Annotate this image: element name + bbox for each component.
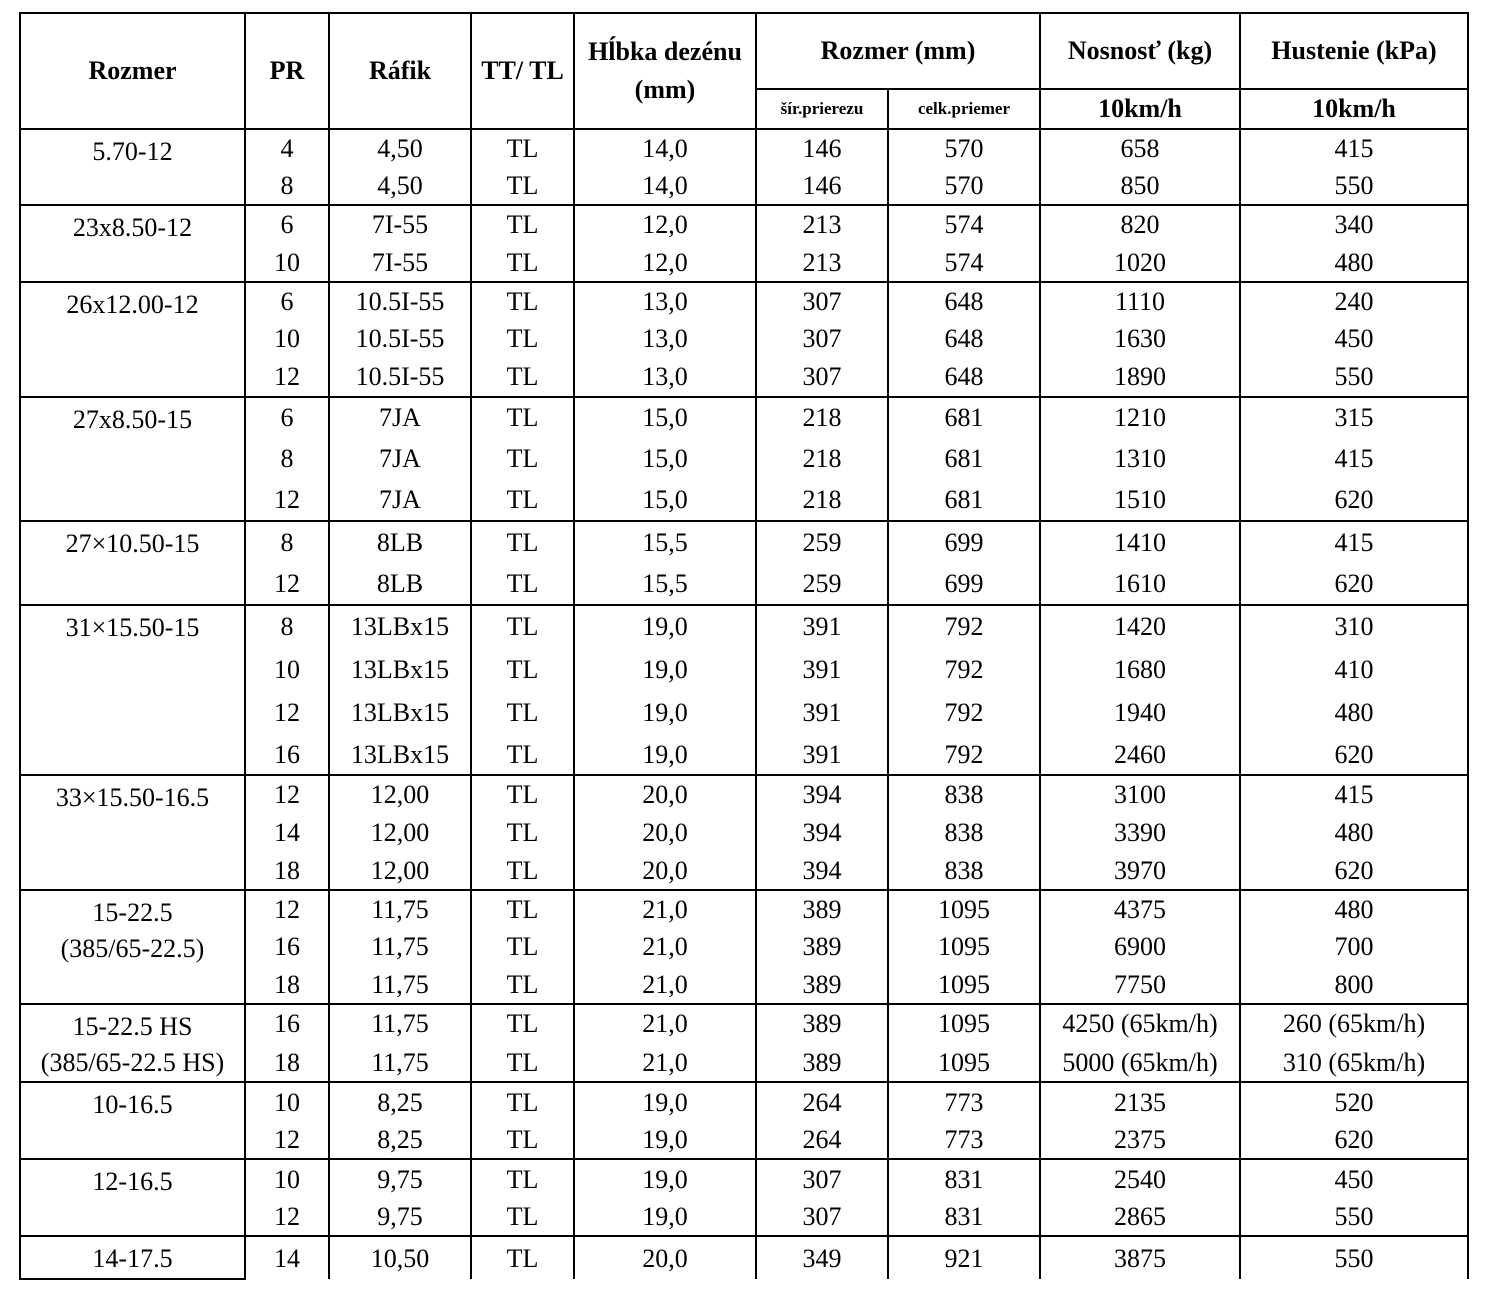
hustenie-cell: 520 xyxy=(1240,1082,1468,1121)
sirka-cell: 391 xyxy=(756,735,888,775)
hustenie-cell: 620 xyxy=(1240,735,1468,775)
pr-cell: 12 xyxy=(245,479,329,521)
hlbka-cell: 15,5 xyxy=(574,563,756,605)
nosnost-cell: 1310 xyxy=(1040,438,1240,479)
hlbka-cell: 19,0 xyxy=(574,1198,756,1236)
header-rozmer: Rozmer xyxy=(20,13,245,129)
tt-tl-cell: TL xyxy=(471,1004,574,1043)
pr-cell: 12 xyxy=(245,691,329,735)
size-label: 33×15.50-16.5 xyxy=(55,782,210,812)
hustenie-cell: 310 xyxy=(1240,605,1468,648)
pr-cell: 4 xyxy=(245,129,329,167)
sirka-cell: 264 xyxy=(756,1121,888,1159)
size-cell xyxy=(20,129,245,205)
pr-cell: 14 xyxy=(245,814,329,852)
nosnost-cell: 2540 xyxy=(1040,1159,1240,1198)
priemer-cell: 1095 xyxy=(888,928,1040,966)
pr-cell: 12 xyxy=(245,358,329,397)
priemer-cell: 838 xyxy=(888,852,1040,890)
header-hlbka-line1: Hĺbka dezénu xyxy=(588,37,742,67)
hlbka-cell: 12,0 xyxy=(574,205,756,244)
priemer-cell: 838 xyxy=(888,775,1040,814)
header-celk-priemer: celk.priemer xyxy=(888,89,1040,129)
hlbka-cell: 20,0 xyxy=(574,1236,756,1278)
priemer-cell: 648 xyxy=(888,320,1040,358)
hlbka-cell: 19,0 xyxy=(574,691,756,735)
tt-tl-cell: TL xyxy=(471,397,574,438)
size-cell xyxy=(20,282,245,397)
hustenie-cell: 550 xyxy=(1240,358,1468,397)
header-rozmer-mm: Rozmer (mm) xyxy=(756,13,1040,89)
hustenie-cell: 415 xyxy=(1240,438,1468,479)
nosnost-cell: 850 xyxy=(1040,167,1240,205)
hlbka-cell: 19,0 xyxy=(574,648,756,691)
pr-cell: 10 xyxy=(245,320,329,358)
hlbka-cell: 21,0 xyxy=(574,1043,756,1082)
priemer-cell: 831 xyxy=(888,1159,1040,1198)
nosnost-cell: 4250 (65km/h) xyxy=(1040,1004,1240,1043)
rafik-cell: 13LBx15 xyxy=(329,648,471,691)
priemer-cell: 681 xyxy=(888,438,1040,479)
rafik-cell: 12,00 xyxy=(329,814,471,852)
priemer-cell: 574 xyxy=(888,244,1040,282)
sirka-cell: 391 xyxy=(756,648,888,691)
size-cell xyxy=(20,605,245,775)
tt-tl-cell: TL xyxy=(471,648,574,691)
size-label: 26x12.00-12 xyxy=(66,289,199,319)
hlbka-cell: 15,0 xyxy=(574,397,756,438)
nosnost-cell: 4375 xyxy=(1040,890,1240,928)
hlbka-cell: 20,0 xyxy=(574,775,756,814)
sirka-cell: 389 xyxy=(756,1043,888,1082)
hlbka-cell: 15,0 xyxy=(574,438,756,479)
pr-cell: 18 xyxy=(245,1043,329,1082)
pr-cell: 8 xyxy=(245,521,329,563)
nosnost-cell: 2460 xyxy=(1040,735,1240,775)
hustenie-cell: 240 xyxy=(1240,282,1468,320)
nosnost-cell: 1410 xyxy=(1040,521,1240,563)
priemer-cell: 921 xyxy=(888,1236,1040,1278)
pr-cell: 10 xyxy=(245,1082,329,1121)
hlbka-cell: 19,0 xyxy=(574,1159,756,1198)
rafik-cell: 11,75 xyxy=(329,890,471,928)
hlbka-cell: 15,0 xyxy=(574,479,756,521)
hlbka-cell: 21,0 xyxy=(574,1004,756,1043)
sirka-cell: 349 xyxy=(756,1236,888,1278)
size-cell xyxy=(20,1159,245,1236)
table-row xyxy=(20,890,1468,928)
size-label: 23x8.50-12 xyxy=(72,212,193,242)
nosnost-cell: 1110 xyxy=(1040,282,1240,320)
priemer-cell: 570 xyxy=(888,167,1040,205)
pr-cell: 6 xyxy=(245,282,329,320)
hustenie-cell: 480 xyxy=(1240,890,1468,928)
size-cell xyxy=(20,890,245,1004)
table-row xyxy=(20,1082,1468,1121)
pr-cell: 18 xyxy=(245,966,329,1004)
priemer-cell: 792 xyxy=(888,605,1040,648)
hlbka-cell: 19,0 xyxy=(574,735,756,775)
hlbka-cell: 13,0 xyxy=(574,320,756,358)
sirka-cell: 389 xyxy=(756,966,888,1004)
rafik-cell: 12,00 xyxy=(329,852,471,890)
rafik-cell: 4,50 xyxy=(329,129,471,167)
rafik-cell: 9,75 xyxy=(329,1159,471,1198)
table-row xyxy=(20,1159,1468,1198)
header-nosnost-speed: 10km/h xyxy=(1040,89,1240,129)
priemer-cell: 699 xyxy=(888,521,1040,563)
header-hustenie: Hustenie (kPa) xyxy=(1240,13,1468,89)
size-label: 15-22.5 HS xyxy=(72,1011,193,1041)
hustenie-cell: 550 xyxy=(1240,1236,1468,1278)
sirka-cell: 394 xyxy=(756,775,888,814)
priemer-cell: 773 xyxy=(888,1121,1040,1159)
nosnost-cell: 1020 xyxy=(1040,244,1240,282)
size-cell xyxy=(20,1082,245,1159)
hustenie-cell: 700 xyxy=(1240,928,1468,966)
hlbka-cell: 21,0 xyxy=(574,966,756,1004)
nosnost-cell: 1890 xyxy=(1040,358,1240,397)
hustenie-cell: 620 xyxy=(1240,563,1468,605)
rafik-cell: 7I-55 xyxy=(329,205,471,244)
sirka-cell: 307 xyxy=(756,1159,888,1198)
size-label: (385/65-22.5 HS) xyxy=(40,1048,225,1078)
hlbka-cell: 19,0 xyxy=(574,1121,756,1159)
tt-tl-cell: TL xyxy=(471,852,574,890)
hlbka-cell: 13,0 xyxy=(574,358,756,397)
tt-tl-cell: TL xyxy=(471,1082,574,1121)
hustenie-cell: 550 xyxy=(1240,167,1468,205)
nosnost-cell: 1940 xyxy=(1040,691,1240,735)
table-row xyxy=(20,605,1468,648)
tt-tl-cell: TL xyxy=(471,282,574,320)
hustenie-cell: 480 xyxy=(1240,691,1468,735)
hlbka-cell: 12,0 xyxy=(574,244,756,282)
nosnost-cell: 1610 xyxy=(1040,563,1240,605)
nosnost-cell: 1420 xyxy=(1040,605,1240,648)
tt-tl-cell: TL xyxy=(471,735,574,775)
rafik-cell: 13LBx15 xyxy=(329,735,471,775)
sirka-cell: 218 xyxy=(756,438,888,479)
tt-tl-cell: TL xyxy=(471,129,574,167)
tt-tl-cell: TL xyxy=(471,1236,574,1278)
rafik-cell: 9,75 xyxy=(329,1198,471,1236)
table-row xyxy=(20,1004,1468,1043)
hustenie-cell: 315 xyxy=(1240,397,1468,438)
pr-cell: 18 xyxy=(245,852,329,890)
hustenie-cell: 450 xyxy=(1240,320,1468,358)
table-row xyxy=(20,129,1468,167)
sirka-cell: 389 xyxy=(756,1004,888,1043)
tt-tl-cell: TL xyxy=(471,479,574,521)
rafik-cell: 8LB xyxy=(329,563,471,605)
hustenie-cell: 340 xyxy=(1240,205,1468,244)
tt-tl-cell: TL xyxy=(471,966,574,1004)
hlbka-cell: 19,0 xyxy=(574,605,756,648)
tt-tl-cell: TL xyxy=(471,605,574,648)
table-row xyxy=(20,1236,1468,1278)
pr-cell: 8 xyxy=(245,167,329,205)
nosnost-cell: 2375 xyxy=(1040,1121,1240,1159)
size-label: 27×10.50-15 xyxy=(65,528,200,558)
priemer-cell: 699 xyxy=(888,563,1040,605)
header-rafik: Ráfik xyxy=(329,13,471,129)
priemer-cell: 648 xyxy=(888,358,1040,397)
size-cell xyxy=(20,1004,245,1083)
hlbka-cell: 13,0 xyxy=(574,282,756,320)
sirka-cell: 389 xyxy=(756,890,888,928)
table-row xyxy=(20,205,1468,244)
sirka-cell: 259 xyxy=(756,563,888,605)
nosnost-cell: 2135 xyxy=(1040,1082,1240,1121)
header-hlbka-dezenu xyxy=(574,13,756,129)
nosnost-cell: 7750 xyxy=(1040,966,1240,1004)
priemer-cell: 792 xyxy=(888,735,1040,775)
tt-tl-cell: TL xyxy=(471,814,574,852)
size-label: 10-16.5 xyxy=(92,1090,173,1120)
pr-cell: 16 xyxy=(245,1004,329,1043)
rafik-cell: 8,25 xyxy=(329,1082,471,1121)
priemer-cell: 648 xyxy=(888,282,1040,320)
rafik-cell: 10.5I-55 xyxy=(329,320,471,358)
nosnost-cell: 3390 xyxy=(1040,814,1240,852)
header-hustenie-speed: 10km/h xyxy=(1240,89,1468,129)
nosnost-cell: 3970 xyxy=(1040,852,1240,890)
tt-tl-cell: TL xyxy=(471,775,574,814)
size-label: 31×15.50-15 xyxy=(65,612,200,642)
sirka-cell: 307 xyxy=(756,320,888,358)
hustenie-cell: 480 xyxy=(1240,814,1468,852)
tt-tl-cell: TL xyxy=(471,1159,574,1198)
hustenie-cell: 620 xyxy=(1240,479,1468,521)
size-cell xyxy=(20,521,245,605)
sirka-cell: 146 xyxy=(756,167,888,205)
pr-cell: 14 xyxy=(245,1236,329,1278)
pr-cell: 12 xyxy=(245,890,329,928)
priemer-cell: 1095 xyxy=(888,890,1040,928)
rafik-cell: 7I-55 xyxy=(329,244,471,282)
pr-cell: 6 xyxy=(245,205,329,244)
priemer-cell: 792 xyxy=(888,648,1040,691)
nosnost-cell: 3100 xyxy=(1040,775,1240,814)
hustenie-cell: 800 xyxy=(1240,966,1468,1004)
hustenie-cell: 415 xyxy=(1240,129,1468,167)
table-header xyxy=(20,13,1468,129)
pr-cell: 12 xyxy=(245,563,329,605)
rafik-cell: 13LBx15 xyxy=(329,605,471,648)
hustenie-cell: 415 xyxy=(1240,521,1468,563)
size-cell xyxy=(20,205,245,282)
hlbka-cell: 20,0 xyxy=(574,814,756,852)
table-row xyxy=(20,282,1468,320)
size-label: 15-22.5 xyxy=(92,897,173,927)
hustenie-cell: 415 xyxy=(1240,775,1468,814)
hlbka-cell: 19,0 xyxy=(574,1082,756,1121)
sirka-cell: 394 xyxy=(756,852,888,890)
rafik-cell: 12,00 xyxy=(329,775,471,814)
size-cell xyxy=(20,1236,245,1278)
sirka-cell: 307 xyxy=(756,1198,888,1236)
rafik-cell: 11,75 xyxy=(329,1004,471,1043)
rafik-cell: 8LB xyxy=(329,521,471,563)
size-cell xyxy=(20,775,245,890)
tt-tl-cell: TL xyxy=(471,928,574,966)
tt-tl-cell: TL xyxy=(471,205,574,244)
sirka-cell: 259 xyxy=(756,521,888,563)
tt-tl-cell: TL xyxy=(471,438,574,479)
header-tt-tl: TT/ TL xyxy=(471,13,574,129)
sirka-cell: 218 xyxy=(756,397,888,438)
rafik-cell: 13LBx15 xyxy=(329,691,471,735)
tt-tl-cell: TL xyxy=(471,320,574,358)
nosnost-cell: 658 xyxy=(1040,129,1240,167)
table-row xyxy=(20,397,1468,438)
tt-tl-cell: TL xyxy=(471,1198,574,1236)
header-hlbka-line2: (mm) xyxy=(634,74,696,104)
sirka-cell: 394 xyxy=(756,814,888,852)
hlbka-cell: 21,0 xyxy=(574,890,756,928)
rafik-cell: 7JA xyxy=(329,438,471,479)
header-sirka-prierezu: šír.prierezu xyxy=(756,89,888,129)
priemer-cell: 838 xyxy=(888,814,1040,852)
hlbka-cell: 15,5 xyxy=(574,521,756,563)
header-nosnost: Nosnosť (kg) xyxy=(1040,13,1240,89)
size-label: 5.70-12 xyxy=(92,136,173,166)
pr-cell: 6 xyxy=(245,397,329,438)
tt-tl-cell: TL xyxy=(471,521,574,563)
nosnost-cell: 6900 xyxy=(1040,928,1240,966)
rafik-cell: 10.5I-55 xyxy=(329,282,471,320)
pr-cell: 10 xyxy=(245,244,329,282)
hustenie-cell: 310 (65km/h) xyxy=(1240,1043,1468,1082)
pr-cell: 12 xyxy=(245,775,329,814)
pr-cell: 16 xyxy=(245,735,329,775)
size-label: (385/65-22.5) xyxy=(60,934,205,964)
sirka-cell: 146 xyxy=(756,129,888,167)
nosnost-cell: 1630 xyxy=(1040,320,1240,358)
hustenie-cell: 480 xyxy=(1240,244,1468,282)
rafik-cell: 7JA xyxy=(329,397,471,438)
priemer-cell: 570 xyxy=(888,129,1040,167)
priemer-cell: 681 xyxy=(888,397,1040,438)
nosnost-cell: 1510 xyxy=(1040,479,1240,521)
sirka-cell: 264 xyxy=(756,1082,888,1121)
priemer-cell: 831 xyxy=(888,1198,1040,1236)
rafik-cell: 11,75 xyxy=(329,966,471,1004)
pr-cell: 10 xyxy=(245,648,329,691)
rafik-cell: 11,75 xyxy=(329,928,471,966)
tt-tl-cell: TL xyxy=(471,1043,574,1082)
priemer-cell: 681 xyxy=(888,479,1040,521)
table-row xyxy=(20,521,1468,563)
size-label: 27x8.50-15 xyxy=(72,404,193,434)
sirka-cell: 391 xyxy=(756,605,888,648)
priemer-cell: 773 xyxy=(888,1082,1040,1121)
sirka-cell: 389 xyxy=(756,928,888,966)
pr-cell: 12 xyxy=(245,1198,329,1236)
tt-tl-cell: TL xyxy=(471,691,574,735)
tire-spec-table xyxy=(19,12,1469,1280)
hustenie-cell: 550 xyxy=(1240,1198,1468,1236)
nosnost-cell: 1680 xyxy=(1040,648,1240,691)
nosnost-cell: 820 xyxy=(1040,205,1240,244)
priemer-cell: 1095 xyxy=(888,1043,1040,1082)
tt-tl-cell: TL xyxy=(471,358,574,397)
sirka-cell: 391 xyxy=(756,691,888,735)
tt-tl-cell: TL xyxy=(471,244,574,282)
tt-tl-cell: TL xyxy=(471,890,574,928)
sirka-cell: 307 xyxy=(756,358,888,397)
priemer-cell: 1095 xyxy=(888,966,1040,1004)
nosnost-cell: 2865 xyxy=(1040,1198,1240,1236)
sirka-cell: 307 xyxy=(756,282,888,320)
rafik-cell: 8,25 xyxy=(329,1121,471,1159)
priemer-cell: 574 xyxy=(888,205,1040,244)
priemer-cell: 792 xyxy=(888,691,1040,735)
hlbka-cell: 20,0 xyxy=(574,852,756,890)
pr-cell: 10 xyxy=(245,1159,329,1198)
header-pr: PR xyxy=(245,13,329,129)
tt-tl-cell: TL xyxy=(471,563,574,605)
rafik-cell: 10.5I-55 xyxy=(329,358,471,397)
nosnost-cell: 5000 (65km/h) xyxy=(1040,1043,1240,1082)
pr-cell: 16 xyxy=(245,928,329,966)
sirka-cell: 213 xyxy=(756,244,888,282)
pr-cell: 8 xyxy=(245,605,329,648)
hustenie-cell: 450 xyxy=(1240,1159,1468,1198)
rafik-cell: 11,75 xyxy=(329,1043,471,1082)
hustenie-cell: 260 (65km/h) xyxy=(1240,1004,1468,1043)
size-cell xyxy=(20,397,245,521)
hustenie-cell: 620 xyxy=(1240,852,1468,890)
hustenie-cell: 620 xyxy=(1240,1121,1468,1159)
rafik-cell: 7JA xyxy=(329,479,471,521)
hustenie-cell: 410 xyxy=(1240,648,1468,691)
table-body xyxy=(20,129,1468,1279)
nosnost-cell: 1210 xyxy=(1040,397,1240,438)
size-label: 12-16.5 xyxy=(92,1167,173,1197)
tt-tl-cell: TL xyxy=(471,1121,574,1159)
hlbka-cell: 21,0 xyxy=(574,928,756,966)
sirka-cell: 213 xyxy=(756,205,888,244)
rafik-cell: 10,50 xyxy=(329,1236,471,1278)
priemer-cell: 1095 xyxy=(888,1004,1040,1043)
pr-cell: 8 xyxy=(245,438,329,479)
tt-tl-cell: TL xyxy=(471,167,574,205)
hlbka-cell: 14,0 xyxy=(574,167,756,205)
hlbka-cell: 14,0 xyxy=(574,129,756,167)
nosnost-cell: 3875 xyxy=(1040,1236,1240,1278)
table-row xyxy=(20,775,1468,814)
size-label: 14-17.5 xyxy=(92,1244,173,1274)
sirka-cell: 218 xyxy=(756,479,888,521)
rafik-cell: 4,50 xyxy=(329,167,471,205)
pr-cell: 12 xyxy=(245,1121,329,1159)
